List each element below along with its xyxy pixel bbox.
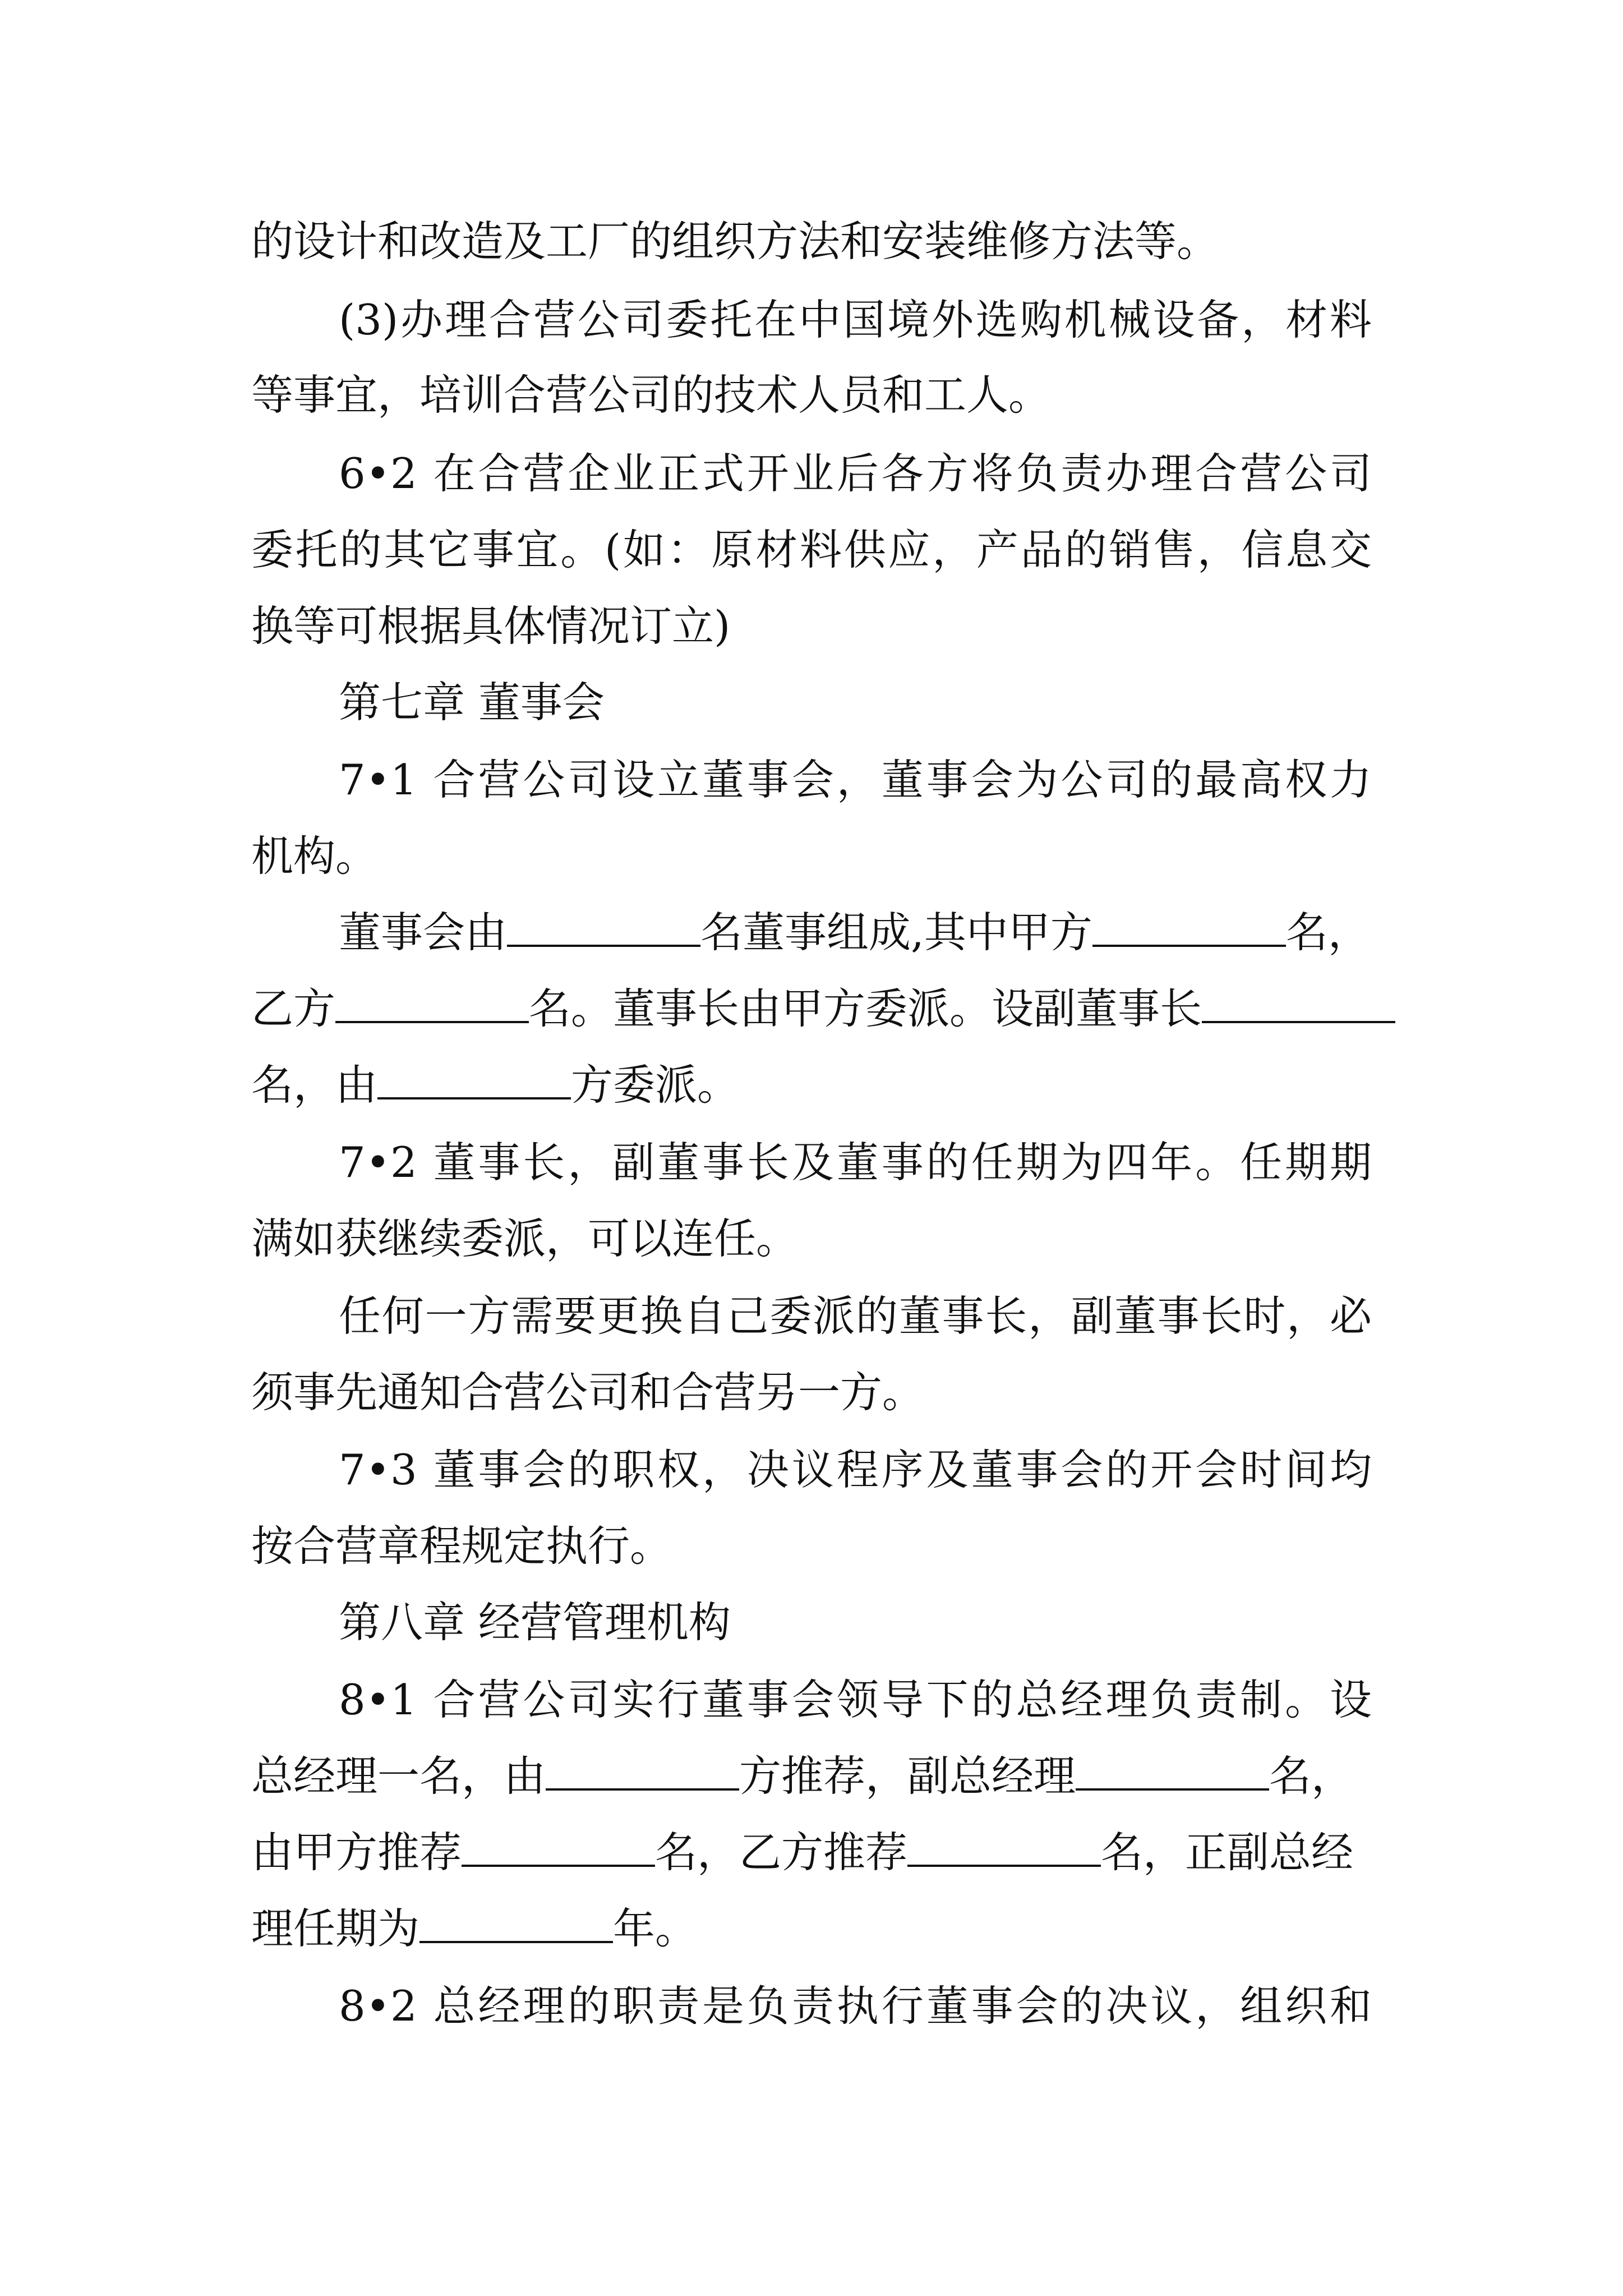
fill-in-blank xyxy=(419,1901,613,1943)
chapter-heading: 第七章 董事会 xyxy=(339,678,605,727)
text-segment: 名， xyxy=(1285,908,1370,957)
text-line: 任何一方需要更换自己委派的董事长，副董事长时，必 xyxy=(339,1291,1372,1341)
text-line: (3)办理合营公司委托在中国境外选购机械设备，材料 xyxy=(339,295,1372,344)
text-line-with-blanks xyxy=(251,1057,739,1113)
text-line: 7•2 董事长，副董事长及董事的任期为四年。任期期 xyxy=(339,1138,1372,1187)
text-line: 6•2 在合营企业正式开业后各方将负责办理合营公司 xyxy=(339,449,1372,498)
fill-in-blank xyxy=(907,1824,1101,1867)
fill-in-blank xyxy=(1076,1748,1269,1791)
fill-in-blank xyxy=(1092,904,1286,947)
text-line: 满如获继续委派，可以连任。 xyxy=(251,1214,799,1263)
text-line: 的设计和改造及工厂的组织方法和安装维修方法等。 xyxy=(251,217,1219,266)
text-segment: 名。董事长由甲方委派。设副董事长 xyxy=(529,984,1202,1033)
text-segment: 方推荐，副总经理 xyxy=(739,1751,1076,1801)
fill-in-blank xyxy=(507,904,700,947)
text-line: 机构。 xyxy=(251,831,378,881)
text-segment: 由甲方推荐 xyxy=(251,1828,462,1877)
text-line: 8•1 合营公司实行董事会领导下的总经理负责制。设 xyxy=(339,1675,1372,1724)
text-segment: 总经理一名，由 xyxy=(251,1751,546,1801)
fill-in-blank xyxy=(462,1824,655,1867)
text-segment: 名，正副总经 xyxy=(1101,1828,1354,1877)
text-line: 8•2 总经理的职责是负责执行董事会的决议，组织和 xyxy=(339,1981,1372,2031)
text-line: 须事先通知合营公司和合营另一方。 xyxy=(251,1368,925,1417)
chapter-heading: 第八章 经营管理机构 xyxy=(339,1598,731,1647)
text-segment: 乙方 xyxy=(251,984,336,1033)
fill-in-blank xyxy=(1202,981,1395,1023)
text-line: 7•1 合营公司设立董事会，董事会为公司的最高权力 xyxy=(339,755,1372,804)
fill-in-blank xyxy=(546,1748,739,1791)
text-segment: 名，由 xyxy=(251,1060,378,1110)
text-segment: 理任期为 xyxy=(251,1904,420,1953)
text-line-with-blanks xyxy=(251,1824,1353,1880)
text-line-with-blanks xyxy=(339,904,1370,960)
text-line: 按合营章程规定执行。 xyxy=(251,1521,672,1571)
fill-in-blank xyxy=(377,1057,571,1099)
text-line: 委托的其它事宜。(如：原材料供应，产品的销售，信息交 xyxy=(251,525,1372,574)
text-segment: 年。 xyxy=(613,1904,698,1953)
text-segment: 名董事组成,其中甲方 xyxy=(700,908,1092,957)
text-segment: 名，乙方推荐 xyxy=(655,1828,908,1877)
text-line-with-blanks xyxy=(251,1748,1353,1804)
text-segment: 董事会由 xyxy=(339,908,508,957)
text-line: 等事宜，培训合营公司的技术人员和工人。 xyxy=(251,370,1051,420)
text-segment: 方委派。 xyxy=(571,1060,740,1110)
fill-in-blank xyxy=(335,981,529,1023)
text-line: 7•3 董事会的职权，决议程序及董事会的开会时间均 xyxy=(339,1445,1372,1494)
text-line: 换等可根据具体情况订立) xyxy=(251,601,731,651)
text-line-with-blanks xyxy=(251,1901,697,1957)
text-segment: 名， xyxy=(1269,1751,1354,1801)
text-line-with-blanks xyxy=(251,981,1395,1037)
